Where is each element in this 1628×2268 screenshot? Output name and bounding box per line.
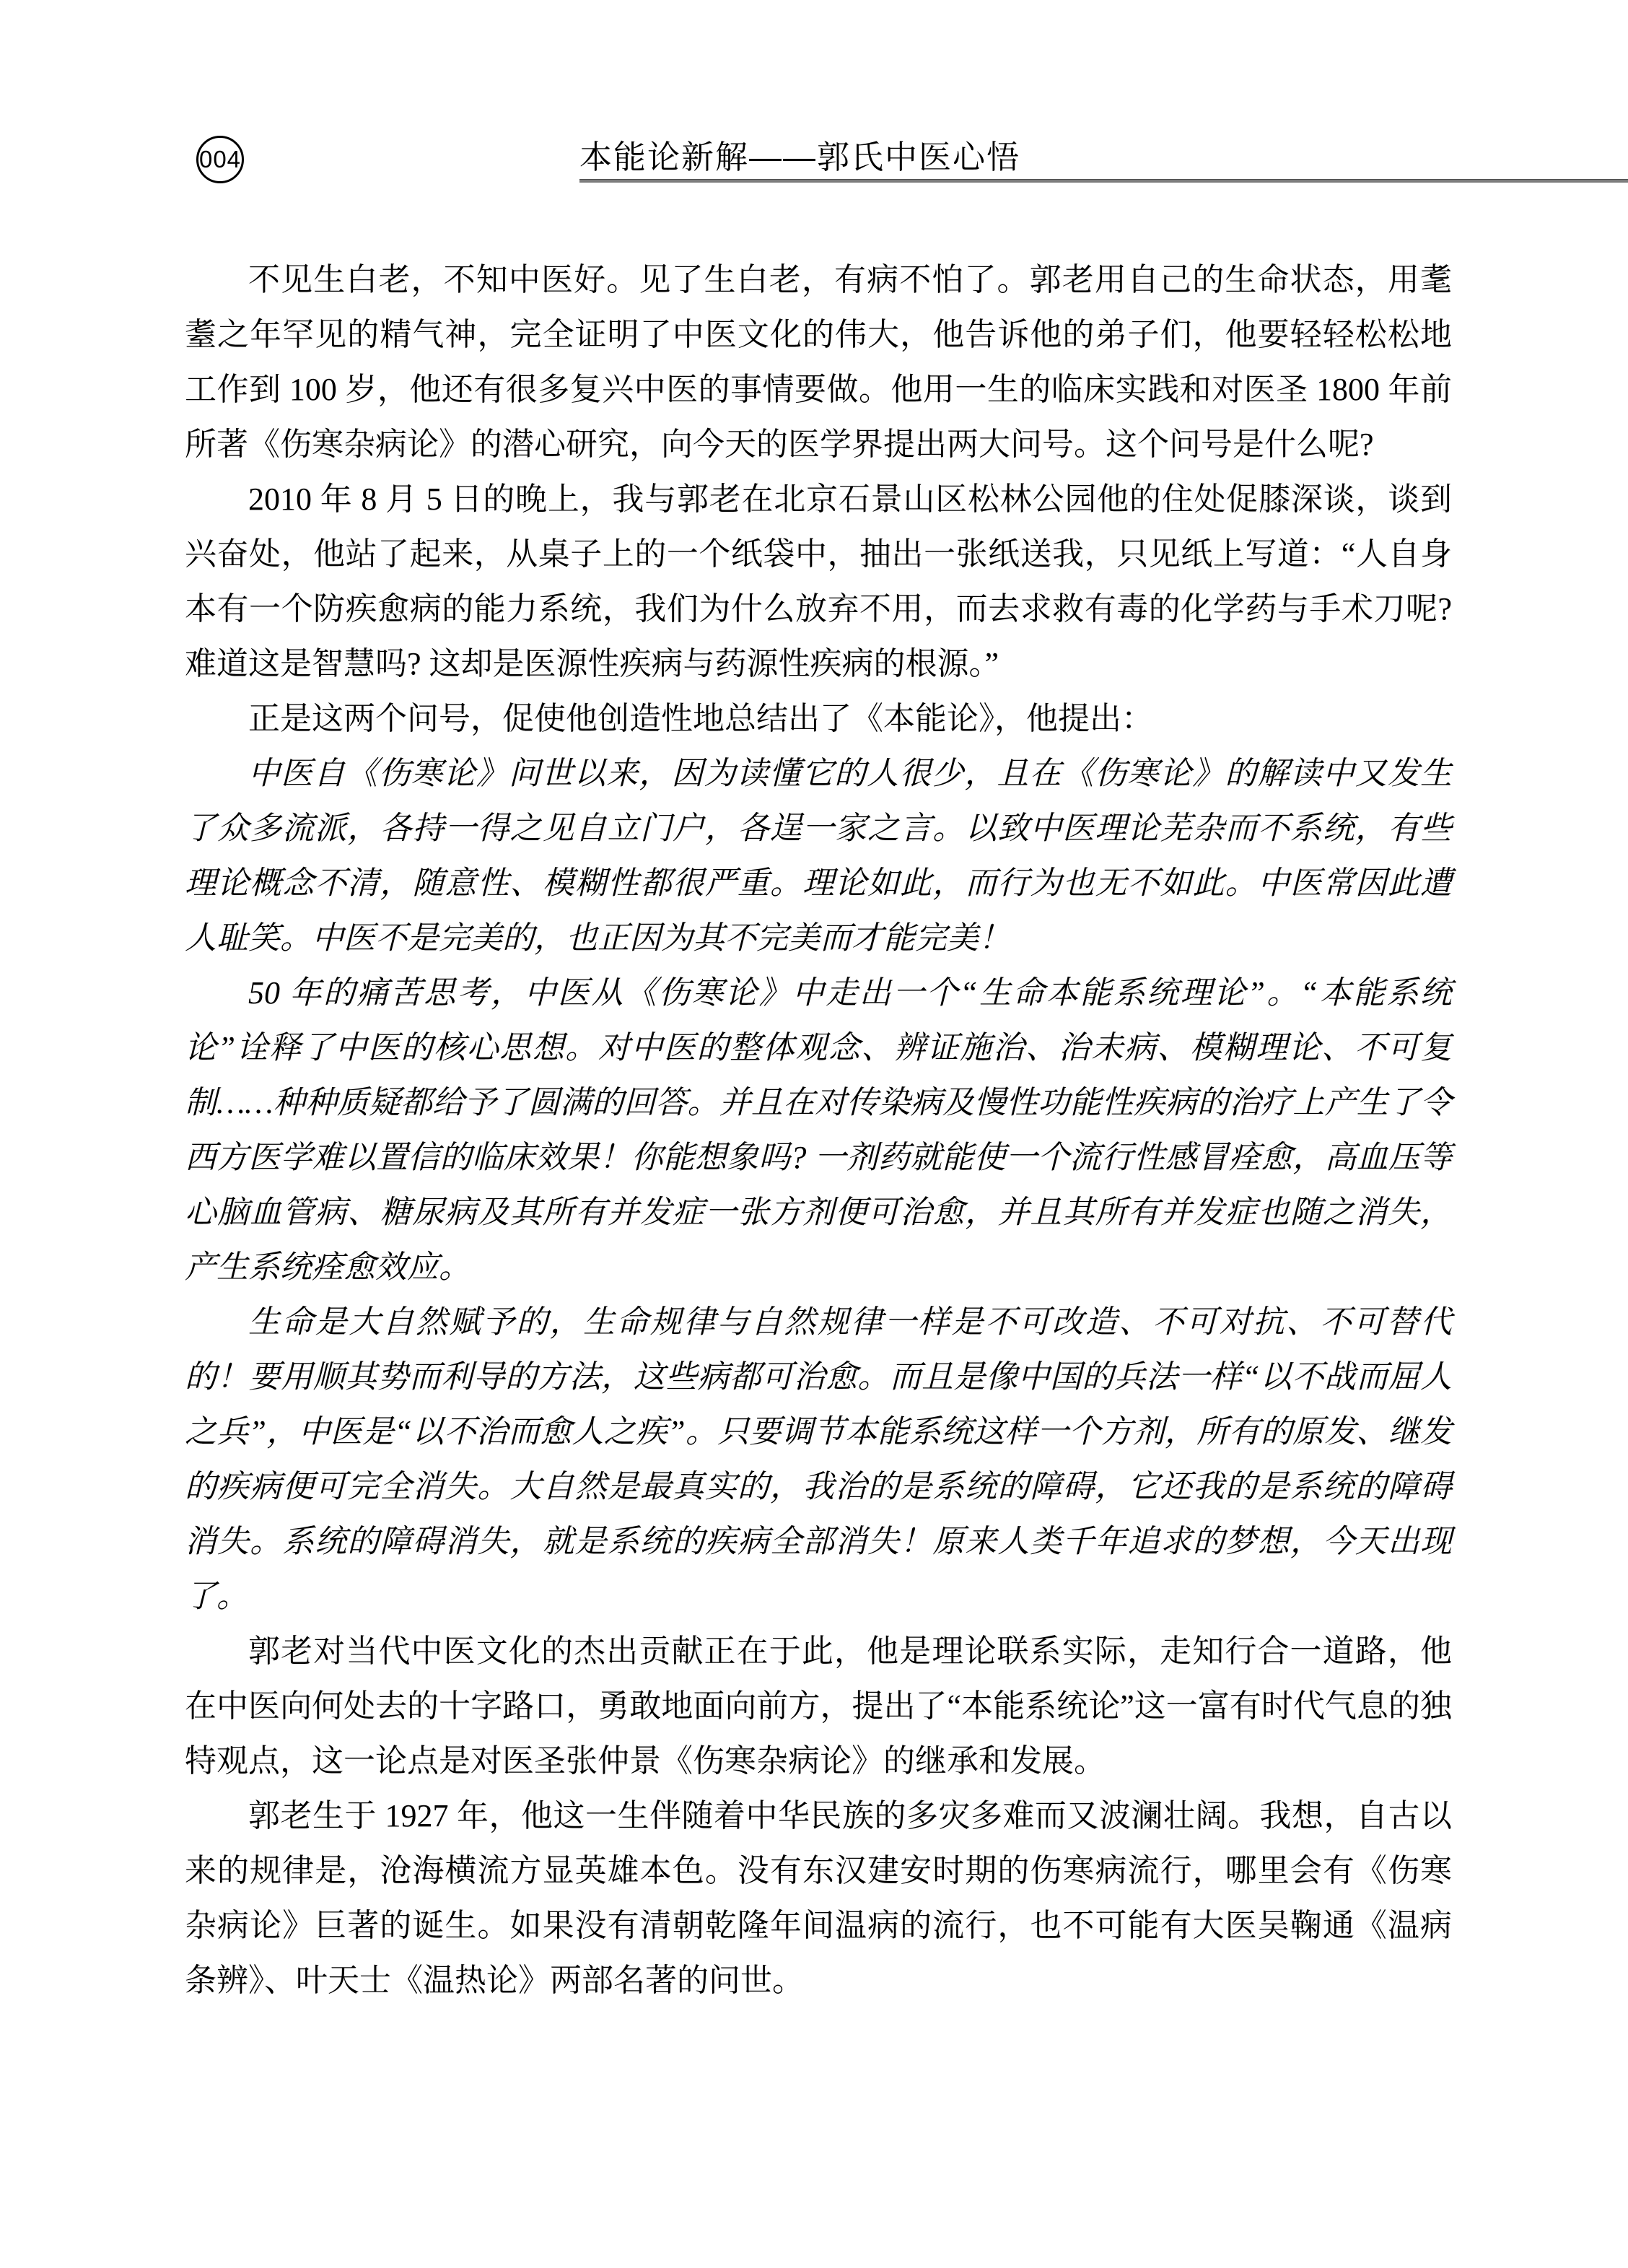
paragraph-8: 郭老生于 1927 年，他这一生伴随着中华民族的多灾多难而又波澜壮阔。我想，自古以来的规律是，沧海横流方显英雄本色。没有东汉建安时期的伤寒病流行，哪里会有《伤寒杂病论》巨著的诞生。如果没有清朝乾隆年间温病的流行，也不可能有大医吴鞠通《温病条辨》、叶天士《温热论》两部名著的问世。 — [185, 1798, 1452, 1998]
paragraph-1: 不见生白老，不知中医好。见了生白老，有病不怕了。郭老用自己的生命状态，用耄耋之年罕见的精气神，完全证明了中医文化的伟大，他告诉他的弟子们，他要轻轻松松地工作到 100 岁，他还有很多复兴中医的事情要做。他用一生的临床实践和对医圣 1800 年前所著《伤寒杂病论》的潜心研究，向今天的医学界提出两大问号。这个问号是什么呢? — [185, 262, 1452, 462]
body-text — [185, 253, 1452, 2008]
header-rule — [579, 179, 1628, 183]
paragraph-6-quote: 生命是大自然赋予的，生命规律与自然规律一样是不可改造、不可对抗、不可替代的！要用顺其势而利导的方法，这些病都可治愈。而且是像中国的兵法一样“以不战而屈人之兵”，中医是“以不治而愈人之疾”。只要调节本能系统这样一个方剂，所有的原发、继发的疾病便可完全消失。大自然是最真实的，我治的是系统的障碍，它还我的是系统的障碍消失。系统的障碍消失，就是系统的疾病全部消失！原来人类千年追求的梦想，今天出现了。 — [185, 1304, 1452, 1614]
page-number-badge — [196, 136, 244, 183]
paragraph-7: 郭老对当代中医文化的杰出贡献正在于此，他是理论联系实际，走知行合一道路，他在中医向何处去的十字路口，勇敢地面向前方，提出了“本能系统论”这一富有时代气息的独特观点，这一论点是对医圣张仲景《伤寒杂病论》的继承和发展。 — [185, 1634, 1452, 1779]
paragraph-4-quote: 中医自《伤寒论》问世以来，因为读懂它的人很少，且在《伤寒论》的解读中又发生了众多流派，各持一得之见自立门户，各逞一家之言。以致中医理论芜杂而不系统，有些理论概念不清，随意性、模糊性都很严重。理论如此，而行为也无不如此。中医常因此遭人耻笑。中医不是完美的，也正因为其不完美而才能完美！ — [185, 756, 1452, 956]
page-number: 004 — [198, 146, 242, 173]
running-head-title: 本能论新解——郭氏中医心悟 — [579, 139, 1021, 175]
paragraph-2: 2010 年 8 月 5 日的晚上，我与郭老在北京石景山区松林公园他的住处促膝深谈，谈到兴奋处，他站了起来，从桌子上的一个纸袋中，抽出一张纸送我，只见纸上写道：“人自身本有一个防疾愈病的能力系统，我们为什么放弃不用，而去求救有毒的化学药与手术刀呢? 难道这是智慧吗? 这却是医源性疾病与药源性疾病的根源。” — [185, 481, 1452, 681]
paragraph-3: 正是这两个问号，促使他创造性地总结出了《本能论》，他提出： — [248, 701, 1153, 736]
paragraph-5-quote: 50 年的痛苦思考，中医从《伤寒论》中走出一个“生命本能系统理论”。“本能系统论”诠释了中医的核心思想。对中医的整体观念、辨证施治、治未病、模糊理论、不可复制……种种质疑都给予了圆满的回答。并且在对传染病及慢性功能性疾病的治疗上产生了令西方医学难以置信的临床效果！你能想象吗? 一剂药就能使一个流行性感冒痊愈，高血压等心脑血管病、糖尿病及其所有并发症一张方剂便可治愈，并且其所有并发症也随之消失，产生系统痊愈效应。 — [185, 975, 1452, 1285]
